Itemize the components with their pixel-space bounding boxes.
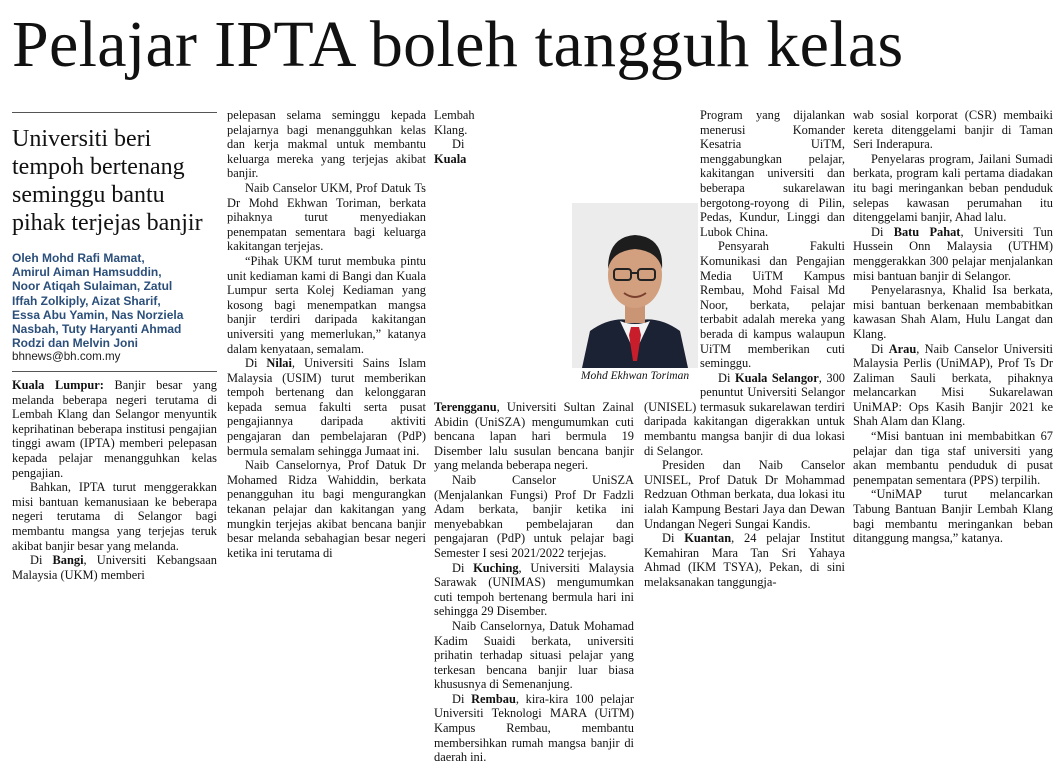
paragraph: “Misi bantuan ini membabitkan 67 pelajar dan tiga staf universiti yang akan membantu penduduk di pusat penempatan sementara (PPS) terpilih. <box>853 429 1053 487</box>
paragraph: Di Kuching, Universiti Malaysia Sarawak (UNIMAS) mengumumkan cuti tempoh bertenang bermula hari ini sehingga 29 Disember. <box>434 560 634 619</box>
paragraph: Di Rembau, kira-kira 100 pelajar Universiti Teknologi MARA (UiTM) Kampus Rembau, membantu membersihkan rumah mangsa banjir di daerah ini. <box>434 691 634 765</box>
byline-line: Essa Abu Yamin, Nas Norziela <box>12 307 184 322</box>
paragraph: Presiden dan Naib Canselor UNISEL, Prof Datuk Dr Mohammad Redzuan Othman berkata, dua lokasi itu ialah Kampung Bestari Jaya dan Dewan Undangan Negeri Sungai Kandis. <box>644 458 845 531</box>
column-1 <box>12 108 217 608</box>
headline: Pelajar IPTA boleh tangguh kelas <box>12 8 904 81</box>
location-lead: Kuala Terengganu <box>434 151 497 414</box>
deck-line: Universiti beri <box>12 126 152 152</box>
paragraph: Di Kuala Terengganu, Universiti Sultan Zainal Abidin (UniSZA) mengumumkan cuti bencana lapan hari bermula 19 Disember lalu susulan bencana banjir yang melanda beberapa negeri. <box>434 137 634 473</box>
portrait-photo-block <box>572 203 698 387</box>
deck-line: tempoh bertenang <box>12 154 185 180</box>
paragraph: Di Nilai, Universiti Sains Islam Malaysia (USIM) turut memberikan tempoh bertenang dan kelonggaran kepada semua fakulti serta pusat pengajiannya daripada aktiviti pengajaran dan pembelajaran (PdP) bermula semalam sehingga Jumaat ini. <box>227 356 426 458</box>
location-lead: Kuala Selangor <box>734 370 819 385</box>
paragraph: Naib Canselornya, Datuk Mohamad Kadim Suaidi berkata, universiti prihatin terhadap situasi pelajar yang terkesan bencana banjir luar biasa khususnya di Semenanjung. <box>434 618 634 692</box>
paragraph: “UniMAP turut melancarkan Tabung Bantuan Banjir Lembah Klang bagi membantu meringankan beban ditanggung mangsa,” katanya. <box>853 487 1053 546</box>
paragraph: Di Kuantan, 24 pelajar Institut Kemahiran Mara Tan Sri Yahaya Ahmad (IKM TSYA), Pekan, di sini melaksanakan tanggungja- <box>644 531 845 589</box>
paragraph: Naib Canselor UniSZA (Menjalankan Fungsi) Prof Dr Fadzli Adam berkata, banjir ketika ini menyebabkan pembelajaran dan pengajaran (PdP) untuk pelajar bagi Semester I sesi 2021/2022 terjejas. <box>434 472 634 560</box>
location-lead: Rembau <box>471 691 516 706</box>
paragraph: Pensyarah Fakulti Komunikasi dan Pengajian Media UiTM Kampus Rembau, Mohd Faisal Md Noor, berkata, pelajar terbabit adalah mereka yang berada di kampus walaupun UiTM memberikan cuti seminggu. <box>700 239 845 371</box>
byline-line: Noor Atiqah Sulaiman, Zatul <box>12 279 173 294</box>
column-2 <box>227 108 426 608</box>
photo-caption: Mohd Ekhwan Toriman <box>580 370 690 382</box>
location-lead: Arau <box>888 341 917 356</box>
paragraph: Di Kuala Selangor, 300 penuntut Universiti Selangor (UNISEL) termasuk sukarelawan terdiri daripada kakitangan digerakkan untuk membantu mangsa banjir di dua lokasi di Selangor. <box>644 370 845 458</box>
paragraph: pelepasan selama seminggu kepada pelajarnya bagi menangguhkan kelas dan kerja makmal untuk membantu keluarga mereka yang terjejas akibat banjir. <box>227 108 426 181</box>
paragraph: Di Arau, Naib Canselor Universiti Malaysia Perlis (UniMAP), Prof Ts Dr Zaliman Sauli berkata, pihaknya melancarkan Misi Sukarelawan UniMAP: Ops Kasih Banjir 2021 ke Shah Alam dan Klang. <box>853 341 1053 429</box>
location-lead: Kuantan <box>684 531 732 546</box>
portrait-illustration <box>572 203 698 368</box>
paragraph: Penyelarasnya, Khalid Isa berkata, misi bantuan berkenaan membabitkan kawasan Shah Alam, Hulu Langat dan Klang. <box>853 283 1053 341</box>
paragraph: Penyelaras program, Jailani Sumadi berkata, program kali pertama diadakan itu bagi meringankan beban penduduk selepas kawasan perumahan itu ditenggelami banjir, Ahad lalu. <box>853 151 1053 225</box>
byline-line: Rodzi dan Melvin Joni <box>12 336 139 351</box>
dateline: Kuala Lumpur: <box>12 378 104 393</box>
paragraph: Lembah Klang. <box>434 108 475 137</box>
paragraph: “Pihak UKM turut membuka pintu unit kediaman kami di Bangi dan Kuala Lumpur serta Kolej Kediaman yang kosong bagi menempatkan mangsa banjir terdiri daripada kakitangan universiti yang memerlukan,” katanya dalam kenyataan, semalam. <box>227 253 426 356</box>
paragraph: Kuala Lumpur: Banjir besar yang melanda beberapa negeri terutama di Lembah Klang dan Selangor menyuntik keprihatinan beberapa institusi pengajian tinggi awam (IPTA) memberi pelepasan kepada pelajar menangguhkan kelas pengajian. <box>12 378 217 480</box>
byline-line: Iffah Zolkiply, Aizat Sharif, <box>12 293 161 308</box>
paragraph: Bahkan, IPTA turut menggerakkan misi bantuan kemanusiaan ke beberapa negeri terutama di Selangor bagi membantu mangsa yang terjejas teruk akibat banjir besar yang melanda. <box>12 480 217 553</box>
location-lead: Batu Pahat <box>893 224 961 239</box>
location-lead: Kuching <box>473 560 519 575</box>
location-lead: Nilai <box>266 356 292 371</box>
paragraph: Di Bangi, Universiti Kebangsaan Malaysia (UKM) memberi <box>12 553 217 582</box>
top-rule <box>12 112 217 113</box>
paragraph: Naib Canselor UKM, Prof Datuk Ts Dr Mohd Ekhwan Toriman, berkata pihaknya turut menyediakan penempatan sementara bagi keluarga kakitangan terjejas. <box>227 180 426 254</box>
paragraph: Naib Canselornya, Prof Datuk Dr Mohamed Ridza Wahiddin, berkata penangguhan itu bagi mengurangkan tekanan pelajar dan kakitangan yang mungkin terjejas akibat bencana banjir besar melanda sebahagian besar negeri ketika ini terutama di <box>227 458 426 560</box>
deck-line: pihak terjejas banjir <box>12 210 203 236</box>
location-lead: Bangi <box>52 553 84 568</box>
byline-line: Nasbah, Tuty Haryanti Ahmad <box>12 322 182 337</box>
byline-line: Oleh Mohd Rafi Mamat, <box>12 251 145 265</box>
portrait-photo <box>572 203 698 368</box>
column-5 <box>853 108 1053 608</box>
byline-rule <box>12 371 217 372</box>
paragraph: wab sosial korporat (CSR) membaiki kereta ditenggelami banjir di Taman Seri Inderapura. <box>853 108 1053 152</box>
paragraph: Di Batu Pahat, Universiti Tun Hussein Onn Malaysia (UTHM) menggerakkan 300 pelajar menjalankan misi bantuan banjir di Selangor. <box>853 224 1053 283</box>
byline-email[interactable]: bhnews@bh.com.my <box>12 350 121 364</box>
byline-line: Amirul Aiman Hamsuddin, <box>12 265 162 280</box>
deck-line: seminggu bantu <box>12 182 165 208</box>
byline <box>12 251 217 350</box>
paragraph: Program yang dijalankan menerusi Komander Kesatria UiTM, menggabungkan pelajar, kakitangan universiti dan beberapa sukarelawan bergotong-royong di Pilin, Pedas, Kundur, Linggi dan Lubok China. <box>700 108 845 239</box>
deck <box>12 125 217 237</box>
